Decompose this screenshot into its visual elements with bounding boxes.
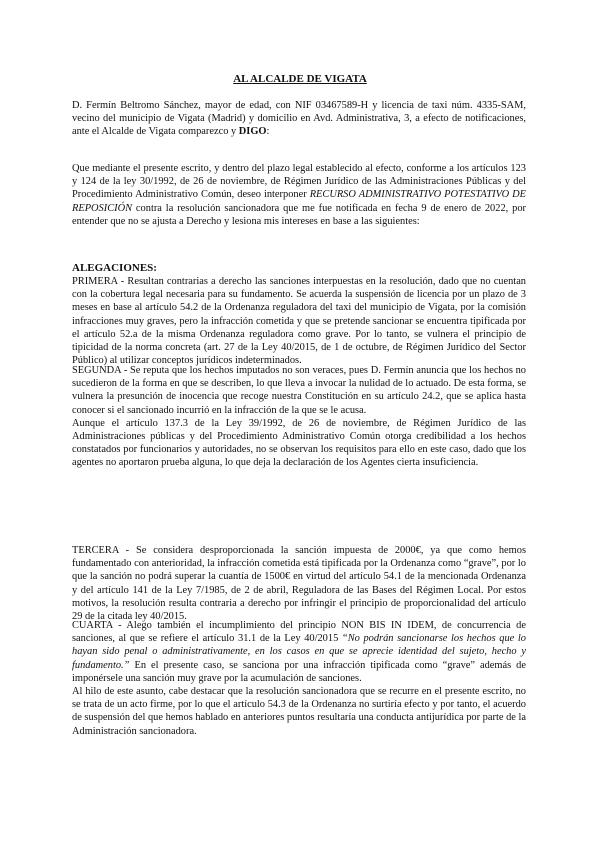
intro-end: :: [266, 126, 270, 138]
statement-recurso: RECURSO ADMINISTRATIVO POTESTATIVO DE REPOSICIÓN: [72, 189, 526, 214]
document-title: AL ALCALDE DE VIGATA: [233, 73, 367, 85]
cuarta-text-1: CUARTA - Alego también el incumplimiento del principio NON BIS IN IDEM, de concurrencia de sanciones, al que se refiere el artículo 31.1 de la Ley 40/2015: [72, 620, 526, 645]
statement-part2: contra la resolución sancionadora que me fue notificada en fecha 9 de enero de 2022, por entender que no se ajusta a Derecho y lesiona mis intereses en base a las siguientes:: [72, 202, 526, 227]
intro-digo: DIGO: [238, 126, 267, 138]
cuarta-part-a: [72, 619, 526, 685]
cuarta-part-b: Al hilo de este asunto, cabe destacar que la resolución sancionadora que se recurre en el presente escrito, no se trata de un acto firme, por lo que el artículo 54.3 de la Ordenanza no surtiría efecto y por tanto, el acuerdo de suspensión del que hemos hablado en anteriores puntos resultaría una conducta antijurídica por parte de la Administración sancionadora.: [72, 686, 526, 737]
cuarta-text-2: En el presente caso, se sanciona por una infracción tipificada como “grave” además de imponérsele una sanción muy grave por la acumulación de sanciones.: [72, 659, 526, 684]
statement-part1: Que mediante el presente escrito, y dentro del plazo legal establecido al efecto, conforme a los artículos 123 y 124 de la ley 30/1992, de 26 de noviembre, de Régimen Jurídico de las Administraciones Públicas y del Procedimiento Administrativo Común, deseo interponer: [72, 163, 526, 201]
statement-paragraph: [72, 162, 526, 228]
intro-paragraph: [72, 99, 526, 139]
alegacion-cuarta: [72, 619, 526, 738]
alegacion-tercera: TERCERA - Se considera desproporcionada la sanción impuesta de 2000€, ya que como hemos fundamentado con anterioridad, la infracción cometida está tipificada por la Ordenanza como “grave”, por lo que la sanción no podrá superar la cuantía de 1500€ en virtud del artículo 54.1 de la mencionada Ordenanza y del artículo 141 de la Ley 7/1985, de 2 de abril, Reguladora de las Bases del Régimen Local. Por estos motivos, la resolución resulta contraria a derecho por infringir el principio de proporcionalidad del artículo 29 de la citada ley 40/2015.: [72, 545, 526, 623]
segunda-part-a: SEGUNDA - Se reputa que los hechos imputados no son veraces, pues D. Fermín anuncia que los hechos no sucedieron de la forma en que se describen, lo que lleva a invocar la nulidad de lo actuado. De esta forma, se vulnera la presunción de inocencia que recoge nuestra Constitución en su artículo 24.2, que se aplica hasta conocer si el sancionado incurrió en la infracción de la que se le acusa.: [72, 365, 526, 416]
cuarta-quote: “No podrán sancionarse los hechos que lo hayan sido penal o administrativamente, en los casos en que se aprecie identidad del sujeto, hecho y fundamento.”: [72, 633, 526, 671]
alegaciones-heading: ALEGACIONES:: [72, 262, 157, 274]
intro-text: D. Fermín Beltromo Sánchez, mayor de edad, con NIF 03467589-H y licencia de taxi núm. 4335-SAM, vecino del municipio de Vigata (Madrid) y domicilio en Avd. Administrativa, 3, a efecto de notificaciones, ante el Alcalde de Vigata comparezco y: [72, 100, 526, 138]
alegacion-segunda: [72, 364, 526, 470]
alegacion-primera: PRIMERA - Resultan contrarias a derecho las sanciones interpuestas en la resolución, dado que no cuentan con la cobertura legal necesaria para su fundamento. Se acuerda la suspensión de licencia por un plazo de 3 meses en base al artículo 54.2 de la Ordenanza reguladora del taxi del municipio de Vigata, por la comisión infracciones muy graves, pero la infracción cometida y que se pretende sancionar se encuentra tipificada por el artículo 52.a de la misma Ordenanza reguladora como grave. Por lo tanto, se vulnera el principio de tipicidad de la norma concreta (art. 27 de la Ley 40/2015, de 1 de octubre, de Régimen Jurídico del Sector Público) al utilizar conceptos jurídicos indeterminados.: [72, 276, 526, 367]
segunda-part-b: Aunque el artículo 137.3 de la Ley 39/1992, de 26 de noviembre, de Régimen Jurídico de las Administraciones públicas y del Procedimiento Administrativo Común otorga credibilidad a los hechos constatados por funcionarios y autoridades, no se observan los requisitos para ello en este caso, dado que los agentes no aportaron prueba alguna, lo que deja la declaración de los Agentes cierta insuficiencia.: [72, 417, 526, 469]
